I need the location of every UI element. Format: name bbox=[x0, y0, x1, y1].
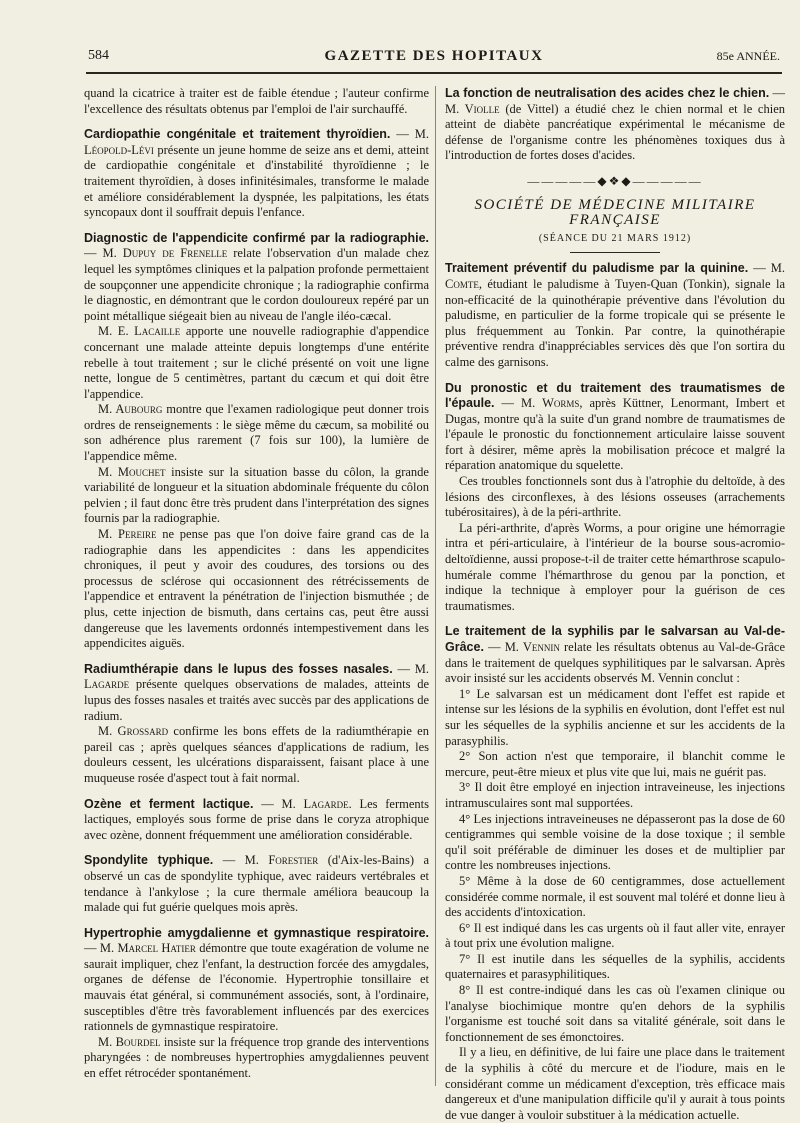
conclusion-item: 1° Le salvarsan est un médicament dont l'effet est rapide et intense sur les lésions de la syphilis en évolution, dont l'effet est nul sur les séquelles de la syphilis ancienne et sur les accidents de la parasyphilis. bbox=[445, 686, 785, 748]
article-body: relate l'observation d'un malade chez lequel les symptômes cliniques et la palpation profonde permettaient de soupçonner une appendicite chronique ; la radiographie confirma le diagnostic, en démontrant que le cordon douloureux repéré par un point métallique siégeait bien au niveau de l'angle iléo-cæcal. bbox=[84, 246, 429, 323]
article-heading: Du pronostic et du traitement des traumatismes de l'épaule. bbox=[445, 380, 785, 411]
article-appendicite: Diagnostic de l'appendicite confirmé par la radiographie. — M. Dupuy de Frenelle relate l'observation d'un malade chez lequel les symptômes cliniques et la palpation profonde permettaient de soupçonner une appendicite chronique ; la radiographie confirma le diagnostic, en démontrant que le cordon douloureux repéré par un point métallique siégeait bien au niveau de l'angle iléo-cæcal. M. E. Lacaille apporte une nouvelle radiographie d'appendice concernant une malade atteinte depuis longtemps d'une entérite rebelle à tout traitement ; sur le cliché présenté on voit une ligne nette, longue de 5 centimètres, partant du cæcum et qui doit être l'appendice. M. Aubourg montre que l'examen radiologique peut donner trois ordres de renseignements : le siège même du cæcum, sa mobilité ou son adhérence plus rarement (7 fois sur 100), la lumière de l'appendice même. M. Mouchet insiste sur la situation basse du côlon, la grande variabilité de longueur et la situation abdominale fréquente du côlon pelvien ; il faut donc être très prudent dans l'interprétation des signes fournis par la radiographie. M. Pereire ne pense pas que l'on doive faire grand cas de la radiographie dans les appendicites : dans les appendicites chroniques, il peut y avoir des coudures, des torsions ou des processus de sclérose qui occasionnent des rétrécissements de l'appendice et entravent la pénétration de l'injection bismuthée ; de plus, cette injection de bismuth, dans certains cas, peut être aussi dangereuse que les lavements ordonnés intempestivement dans les appendicites aiguës. bbox=[84, 230, 430, 651]
left-column bbox=[84, 86, 429, 1082]
author-name: M. Lagarde bbox=[84, 661, 430, 692]
author-name: M. Aubourg bbox=[98, 402, 163, 417]
author-name: M. Forestier bbox=[244, 853, 319, 868]
conclusion-item: 8° Il est contre-indiqué dans les cas où l'examen clinique ou l'analyse biochimique montre qu'en dehors de la syphilis l'organisme est touché soit dans sa vitalité générale, soit dans le fonctionnement de ses émonctoires. bbox=[445, 983, 785, 1044]
article-cardiopathie: Cardiopathie congénitale et traitement thyroïdien. — M. Léopold-Lévi présente un jeune homme de seize ans et demi, atteint de cardiopathie congénitale et d'instabilité thyroïdienne ; le traitement thyroïdien, à doses infinitésimales, transforme le malade et améliore considérablement la dyspnée, les palpitations, les états syncopaux dont il souffrait depuis l'enfance. bbox=[84, 127, 430, 220]
intro-paragraph: quand la cicatrice à traiter est de faible étendue ; l'auteur confirme l'excellence des résultats obtenus par l'emploi de l'air surchauffé. bbox=[84, 86, 429, 116]
section-ornament: —————◆❖◆————— bbox=[527, 173, 703, 188]
article-body: . Les ferments lactiques, employés sous forme de prise dans le coryza atrophique avec ozène, donnent fréquemment une amélioration considérable. bbox=[84, 796, 429, 842]
article-body: démontre que toute exagération de volume ne saurait impliquer, chez l'enfant, la destruction forcée des amygdales, organes de défense de l'économie. Hypertrophie tonsillaire et mauvais état général, si communément associés, sont, à l'ordinaire, susceptibles d'être très favorablement influencés par des exercices rationnels de gymnastique respiratoire. bbox=[84, 941, 430, 1034]
article-spondylite: Spondylite typhique. — M. Forestier (d'Aix-les-Bains) a observé un cas de spondylite typhique, avec raideurs vertébrales et tendance à l'ankylose ; la cure thermale améliora beaucoup la malade qui fut guérie quelques mois après. bbox=[84, 853, 430, 915]
conclusion-item: 4° Les injections intraveineuses ne dépasseront pas la dose de 60 centigrammes qui semble voisine de la dose toxique ; il semble qu'il soit préférable de diminuer les doses et de multiplier par contre les nombreuses injections. bbox=[445, 811, 785, 873]
article-body: présente un jeune homme de seize ans et demi, atteint de cardiopathie congénitale et d'instabilité thyroïdienne ; le traitement thyroïdien, à doses infinitésimales, transforme le malade et améliore considérablement la dyspnée, les palpitations, les états syncopaux dont il souffrait depuis l'enfance. bbox=[84, 142, 429, 220]
journal-title: GAZETTE DES HOPITAUX bbox=[324, 48, 544, 64]
article-paludisme: Traitement préventif du paludisme par la quinine. — M. Comte, étudiant le paludisme à Tuyen-Quan (Tonkin), signale la non-efficacité de la quinothérapie préventive dans l'évolution du paludisme, en particulier de la forme tropicale qui se présente le plus fréquemment au Tonkin. Par contre, la quinothérapie préventive rendra d'inappréciables services dès que l'on sortira du calme des garnisons. bbox=[445, 261, 786, 369]
author-name: M. Comte bbox=[445, 261, 786, 291]
session-rule bbox=[570, 252, 660, 253]
article-syphilis: Le traitement de la syphilis par le salvarsan au Val-de-Grâce. — M. Vennin relate les résultats obtenus au Val-de-Grâce dans le traitement de quelques syphilitiques par le salvarsan. Après avoir insisté sur les accidents observés M. Vennin conclut : 1° Le salvarsan est un médicament dont l'effet est rapide et intense sur les lésions de la syphilis en évolution, dont l'effet est nul sur les séquelles de la syphilis ancienne et sur les accidents de la parasyphilis. 2° Son action n'est que temporaire, il blanchit comme le mercure, peut-être mieux et plus vite que lui, mais ne guérit pas. 3° Il doit être employé en injection intraveineuse, les injections intramusculaires sont mal supportées. 4° Les injections intraveineuses ne dépasseront pas la dose de 60 centigrammes qui semble voisine de la dose toxique ; il semble qu'il soit préférable de diminuer les doses et de multiplier par contre les nombreuses injections. 5° Même à la dose de 60 centigrammes, dose actuellement considérée comme normale, il est souvent mal toléré et donne lieu à des accidents d'intoxication. 6° Il est indiqué dans les cas urgents où il faut aller vite, enrayer à tout prix une évolution maligne. 7° Il est inutile dans les séquelles de la syphilis, accidents quaternaires et parasyphilitiques. 8° Il est contre-indiqué dans les cas où l'examen clinique ou l'analyse biochimique montre qu'en dehors de la syphilis l'organisme est touché soit dans sa vitalité générale, soit dans le fonctionnement de ses émonctoires. Il y a lieu, en définitive, de lui faire une place dans le traitement de la syphilis à côté du mercure et de l'iodure, mais en le considérant comme un médicament d'exception, très efficace mais dangereux et d'une manipulation difficile qu'il y aurait à tous points de vue danger à vouloir substituer à la médication actuelle. bbox=[445, 624, 786, 1122]
author-name: M. Marcel Hatier bbox=[99, 941, 196, 956]
article-heading: La fonction de neutralisation des acides chez le chien. bbox=[445, 86, 770, 100]
article-body: montre que l'examen radiologique peut donner trois ordres de renseignements : le siège même du cæcum, sa mobilité ou son adhérence plus rarement (7 fois sur 100), la lumière de l'appendice même. bbox=[84, 402, 429, 464]
author-name: M. Violle bbox=[445, 101, 500, 116]
conclusion-item: 5° Même à la dose de 60 centigrammes, dose actuellement considérée comme normale, il est souvent mal toléré et donne lieu à des accidents d'intoxication. bbox=[445, 873, 785, 920]
author-name: M. Dupuy de Frenelle bbox=[102, 246, 228, 261]
article-body: (de Vittel) a étudié chez le chien normal et le chien atteint de diabète pancréatique expérimental le mécanisme de défense de l'organisme contre les phénomènes toxiques dus à l'introduction de fortes doses d'acides. bbox=[445, 101, 785, 163]
author-name: M. Grossard bbox=[98, 724, 169, 739]
author-name: M. Worms bbox=[521, 396, 580, 411]
author-name: M. E. Lacaille bbox=[98, 324, 181, 339]
article-heading: Traitement préventif du paludisme par la quinine. bbox=[445, 261, 749, 276]
session-date: (SÉANCE DU 21 MARS 1912) bbox=[538, 232, 692, 244]
conclusion-item: 3° Il doit être employé en injection intraveineuse, les injections intramusculaires sont mal supportées. bbox=[445, 780, 785, 810]
article-body: , après Küttner, Lenormant, Imbert et Dugas, montre qu'à la suite d'un grand nombre de traumatismes de l'épaule le pronostic du fonctionnement articulaire laisse souvent fort à désirer, même après la mobilisation précoce et malgré la réparation anatomique du squelette. bbox=[445, 396, 785, 473]
article-body: , étudiant le paludisme à Tuyen-Quan (Tonkin), signale la non-efficacité de la quinothérapie préventive dans l'évolution du paludisme, en particulier de la forme tropicale qui se présente le plus fréquemment au Tonkin. Par contre, la quinothérapie préventive rendra d'inappréciables services dès que l'on sortira du calme des garnisons. bbox=[445, 276, 785, 369]
article-heading: Radiumthérapie dans le lupus des fosses nasales. bbox=[84, 661, 393, 676]
author-name: M. Mouchet bbox=[98, 464, 166, 479]
article-body: La péri-arthrite, d'après Worms, a pour origine une hémorragie intra et péri-articulaire, à l'intérieur de la bourse sous-acromio-deltoïdienne, aussi propose-t-il de traiter cette hémarthrose scapulo-humérale comme l'hémarthrose du genou par la ponction, et indique la technique à employer pour la guérison de ces traumatismes. bbox=[445, 520, 785, 613]
article-heading: Cardiopathie congénitale et traitement thyroïdien. bbox=[84, 127, 391, 142]
article-heading: Diagnostic de l'appendicite confirmé par la radiographie. bbox=[84, 230, 429, 245]
article-ozene: Ozène et ferment lactique. — M. Lagarde. Les ferments lactiques, employés sous forme de prise dans le coryza atrophique avec ozène, donnent fréquemment une amélioration considérable. bbox=[84, 796, 429, 842]
society-title: SOCIÉTÉ DE MÉDECINE MILITAIRE FRANÇAISE bbox=[474, 196, 756, 229]
column-divider bbox=[435, 86, 436, 1086]
article-heading: Ozène et ferment lactique. bbox=[84, 796, 254, 811]
article-body: Ces troubles fonctionnels sont dus à l'atrophie du deltoïde, à des lésions des circonflexes, à des lésions osseuses (arrachements tubérositaires), à de la péri-arthrite. bbox=[445, 474, 785, 520]
conclusion-item: 7° Il est inutile dans les séquelles de la syphilis, accidents quaternaires et parasyphilitiques. bbox=[445, 951, 785, 982]
conclusion-item: 6° Il est indiqué dans les cas urgents où il faut aller vite, enrayer à tout prix une évolution maligne. bbox=[445, 920, 785, 951]
article-radiumtherapie: Radiumthérapie dans le lupus des fosses nasales. — M. Lagarde présente quelques observations de malades, atteints de lupus des fosses nasales et traités avec succès par des applications de radium. M. Grossard confirme les bons effets de la radiumthérapie en pareil cas ; après quelques séances d'applications de radium, les douleurs cessent, les ulcérations disparaissent, faisant place à une muqueuse rosée d'aspect tout à fait normal. bbox=[84, 661, 430, 785]
article-body: ne pense pas que l'on doive faire grand cas de la radiographie dans les appendicites : dans les appendicites chroniques, il peut y avoir des coudures, des torsions ou des processus de sclérose qui occasionnent des rétrécissements de l'appendice et entravent la pénétration de l'injection bismuthée ; de plus, cette injection de bismuth, dans certains cas, peut être aussi dangereuse que les lavements ordonnés intempestivement dans les appendicites aiguës. bbox=[84, 527, 430, 651]
author-name: M. Vennin bbox=[504, 640, 560, 654]
article-body: apporte une nouvelle radiographie d'appendice concernant une malade atteinte depuis longtemps d'une entérite rebelle à tout traitement ; sur le cliché présenté on voit une ligne nette, longue de 5 centimètres, partant du cæcum et qui doit être l'appendice. bbox=[84, 324, 429, 401]
year-label: 85e ANNÉE. bbox=[716, 49, 780, 63]
article-epaule: Du pronostic et du traitement des traumatismes de l'épaule. — M. Worms, après Küttner, Lenormant, Imbert et Dugas, montre qu'à la suite d'un grand nombre de traumatismes de l'épaule le pronostic du fonctionnement articulaire laisse souvent fort à désirer, même après la mobilisation précoce et malgré la réparation anatomique du squelette. Ces troubles fonctionnels sont dus à l'atrophie du deltoïde, à des lésions des circonflexes, à des lésions osseuses (arrachements tubérositaires), à de la péri-arthrite. La péri-arthrite, d'après Worms, a pour origine une hémorragie intra et péri-articulaire, à l'intérieur de la bourse sous-acromio-deltoïdienne, aussi propose-t-il de traiter cette hémarthrose scapulo-humérale comme l'hémarthrose du genou par la ponction, et indique la technique à employer pour la guérison de ces traumatismes. bbox=[445, 380, 785, 613]
article-body: confirme les bons effets de la radiumthérapie en pareil cas ; après quelques séances d'applications de radium, les douleurs cessent, les ulcérations disparaissent, faisant place à une muqueuse rosée d'aspect tout à fait normal. bbox=[84, 724, 429, 785]
right-column bbox=[445, 86, 785, 1123]
article-body: insiste sur la fréquence trop grande des interventions pharyngées : de nombreuses hypertrophies amygdaliennes peuvent en effet rétrocéder spontanément. bbox=[84, 1034, 429, 1081]
page-number: 584 bbox=[88, 48, 109, 63]
article-amygdales: Hypertrophie amygdalienne et gymnastique respiratoire. — M. Marcel Hatier démontre que toute exagération de volume ne saurait impliquer, chez l'enfant, la destruction forcée des amygdales, organes de défense de l'économie. Hypertrophie tonsillaire et mauvais état général, si communément associés, sont, à l'ordinaire, susceptibles d'être très favorablement influencés par des exercices rationnels de gymnastique respiratoire. M. Bourdel insiste sur la fréquence trop grande des interventions pharyngées : de nombreuses hypertrophies amygdaliennes peuvent en effet rétrocéder spontanément. bbox=[84, 925, 430, 1081]
article-body: (d'Aix-les-Bains) a observé un cas de spondylite typhique, avec raideurs vertébrales et tendance à l'ankylose ; la cure thermale améliora beaucoup la malade qui fut guérie quelques mois après. bbox=[84, 853, 430, 915]
author-name: M. Lagarde bbox=[281, 796, 349, 811]
article-neutralisation: La fonction de neutralisation des acides chez le chien. — M. Violle (de Vittel) a étudié chez le chien normal et le chien atteint de diabète pancréatique expérimental le mécanisme de défense de l'organisme contre les phénomènes toxiques dus à l'introduction de fortes doses d'acides. bbox=[445, 86, 786, 163]
author-name: M. Bourdel bbox=[98, 1034, 161, 1049]
header-rule bbox=[86, 72, 782, 74]
author-name: M. Pereire bbox=[98, 527, 157, 542]
page-header bbox=[88, 48, 780, 70]
conclusion-paragraph: Il y a lieu, en définitive, de lui faire une place dans le traitement de la syphilis à côté du mercure et de l'iodure, mais en le considérant comme un médicament d'exception, très efficace mais dangereux et d'une manipulation difficile qu'il y aurait à tous points de vue danger à vouloir substituer à la médication actuelle. bbox=[445, 1045, 785, 1122]
article-heading: Le traitement de la syphilis par le salvarsan au Val-de-Grâce. bbox=[445, 624, 785, 654]
author-name: M. Léopold-Lévi bbox=[84, 127, 430, 157]
conclusion-item: 2° Son action n'est que temporaire, il blanchit comme le mercure, peut-être mieux et plus vite que lui, mais ne guérit pas. bbox=[445, 749, 785, 779]
article-heading: Hypertrophie amygdalienne et gymnastique respiratoire. bbox=[84, 925, 429, 940]
article-body: présente quelques observations de malades, atteints de lupus des fosses nasales et traités avec succès par des applications de radium. bbox=[84, 677, 429, 723]
article-heading: Spondylite typhique. bbox=[84, 853, 214, 868]
article-body: relate les résultats obtenus au Val-de-Grâce dans le traitement de quelques syphilitiques par le salvarsan. Après avoir insisté sur les accidents observés M. Vennin conclut : bbox=[445, 640, 786, 686]
article-body: insiste sur la situation basse du côlon, la grande variabilité de longueur et la situation abdominale fréquente du côlon pelvien ; il faut donc être très prudent dans l'interprétation des signes fournis par la radiographie. bbox=[84, 464, 429, 526]
